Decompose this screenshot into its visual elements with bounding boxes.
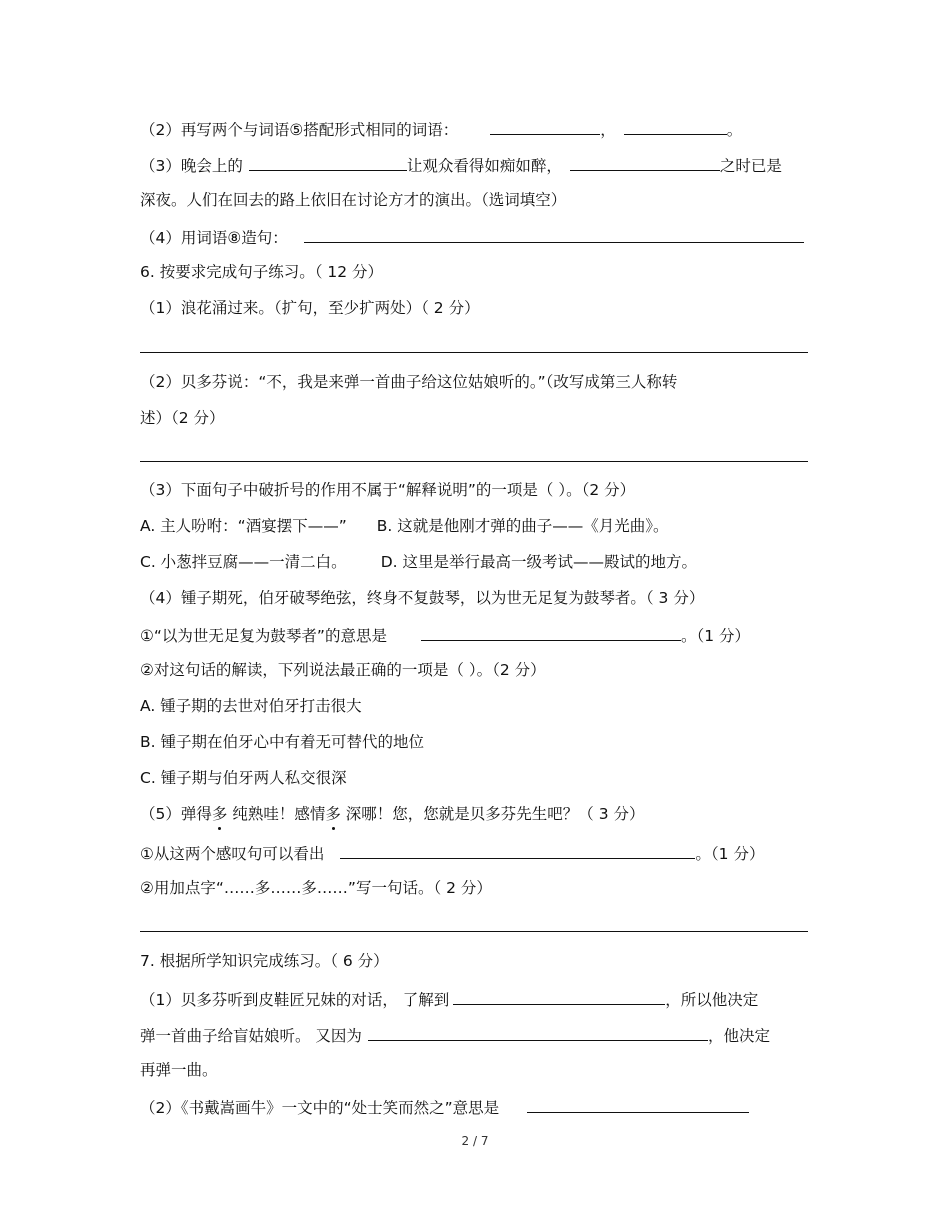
answer-blank[interactable] <box>490 118 600 135</box>
q6-item-4: （4）锺子期死，伯牙破琴绝弦，终身不复鼓琴，以为世无足复为鼓琴者。（ 3 分） <box>140 589 705 607</box>
q6-item-2-line1: （2）贝多芬说：“不，我是来弹一首曲子给这位姑娘听的。”（改写成第三人称转 <box>140 373 678 391</box>
q7-title: 7. 根据所学知识完成练习。（ 6 分） <box>140 952 389 970</box>
q7-item-1-line2-text: 弹一首曲子给盲姑娘听。 又因为 <box>140 1027 362 1045</box>
q7-item-1-line2 <box>140 1024 770 1046</box>
option-c: C. 小葱拌豆腐——一清二白。 <box>140 553 347 571</box>
q7-item-2 <box>140 1096 749 1118</box>
q6-item-3-options-ab <box>140 516 669 536</box>
q7-item-1-text-b: ，所以他决定 <box>665 991 759 1009</box>
q5-item-3 <box>140 154 782 176</box>
q5-item-4 <box>140 226 804 248</box>
answer-blank[interactable] <box>249 154 407 171</box>
q5-item-2-text: （2）再写两个与词语⑤搭配形式相同的词语： <box>140 121 459 139</box>
q7-item-2-text: （2）《书戴嵩画牛》一文中的“处士笑而然之”意思是 <box>140 1099 500 1117</box>
q6-item-4-sub-2: ②对这句话的解读，下列说法最正确的一项是（ ）。（2 分） <box>140 661 546 679</box>
answer-line[interactable] <box>140 352 808 353</box>
q6-item-4-sub-1 <box>140 624 750 646</box>
answer-blank[interactable] <box>624 118 727 135</box>
q5-item-3-line2: 深夜。人们在回去的路上依旧在讨论方才的演出。（选词填空） <box>140 191 567 209</box>
q6-item-4-option-c: C. 锺子期与伯牙两人私交很深 <box>140 769 347 787</box>
q6-item-1: （1）浪花涌过来。（扩句，至少扩两处）（ 2 分） <box>140 299 480 317</box>
q5-item-3-text-c: 之时已是 <box>719 157 782 175</box>
answer-line[interactable] <box>140 461 808 462</box>
answer-line[interactable] <box>140 931 808 932</box>
answer-blank[interactable] <box>368 1024 708 1041</box>
q7-item-1-line2-end: ，他决定 <box>707 1027 770 1045</box>
answer-blank[interactable] <box>304 226 804 243</box>
q7-item-1-line3: 再弹一曲。 <box>140 1061 218 1079</box>
q5-item-2 <box>140 118 742 140</box>
q6-item-5-text-c: 深哪！您，您就是贝多芬先生吧？（ 3 分） <box>340 805 645 823</box>
q6-item-5-sub-2: ②用加点字“……多……多……”写一句话。（ 2 分） <box>140 879 492 897</box>
q6-item-5-sub-1 <box>140 842 764 864</box>
q6-item-2-line2: 述）（2 分） <box>140 409 225 427</box>
q6-item-5 <box>140 804 645 824</box>
q6-title: 6. 按要求完成句子练习。（ 12 分） <box>140 263 384 281</box>
q6-item-3-options-cd <box>140 552 697 572</box>
q6-item-4-option-a: A. 锺子期的去世对伯牙打击很大 <box>140 697 362 715</box>
option-a: A. 主人吩咐：“酒宴摆下——” <box>140 517 347 535</box>
q7-item-1-text-a: （1）贝多芬听到皮鞋匠兄妹的对话， 了解到 <box>140 991 450 1009</box>
q5-item-2-end: 。 <box>726 121 743 139</box>
q6-item-5-text-a: （5）弹得 <box>140 805 212 823</box>
page-number: 2 / 7 <box>461 1134 489 1148</box>
emphasis-dot-char: 多 <box>325 805 341 823</box>
q6-item-5-text-b: 纯熟哇！感情 <box>227 805 326 823</box>
q5-item-4-text: （4）用词语⑧造句： <box>140 229 288 247</box>
emphasis-dot-char: 多 <box>211 805 228 823</box>
option-d: D. 这里是举行最高一级考试——殿试的地方。 <box>380 553 697 571</box>
q6-item-4-sub-1-text: ①“以为世无足复为鼓琴者”的意思是 <box>140 627 387 645</box>
q6-item-3: （3）下面句子中破折号的作用不属于“解释说明”的一项是（ ）。（2 分） <box>140 481 636 499</box>
q6-item-5-sub-1-score: 。（1 分） <box>695 845 765 863</box>
q6-item-4-sub-1-score: 。（1 分） <box>680 627 751 645</box>
q5-item-2-comma: ， <box>600 121 616 139</box>
q6-item-5-sub-1-text: ①从这两个感叹句可以看出 <box>140 845 325 863</box>
q5-item-3-text-a: （3）晚会上的 <box>140 157 243 175</box>
answer-blank[interactable] <box>340 842 695 859</box>
answer-blank[interactable] <box>527 1096 749 1113</box>
answer-blank[interactable] <box>453 988 665 1005</box>
answer-blank[interactable] <box>421 624 681 641</box>
answer-blank[interactable] <box>570 154 720 171</box>
option-b: B. 这就是他刚才弹的曲子——《月光曲》。 <box>376 517 669 535</box>
q5-item-3-text-b: 让观众看得如痴如醉， <box>406 157 562 175</box>
q7-item-1 <box>140 988 758 1010</box>
q6-item-4-option-b: B. 锺子期在伯牙心中有着无可替代的地位 <box>140 733 424 751</box>
